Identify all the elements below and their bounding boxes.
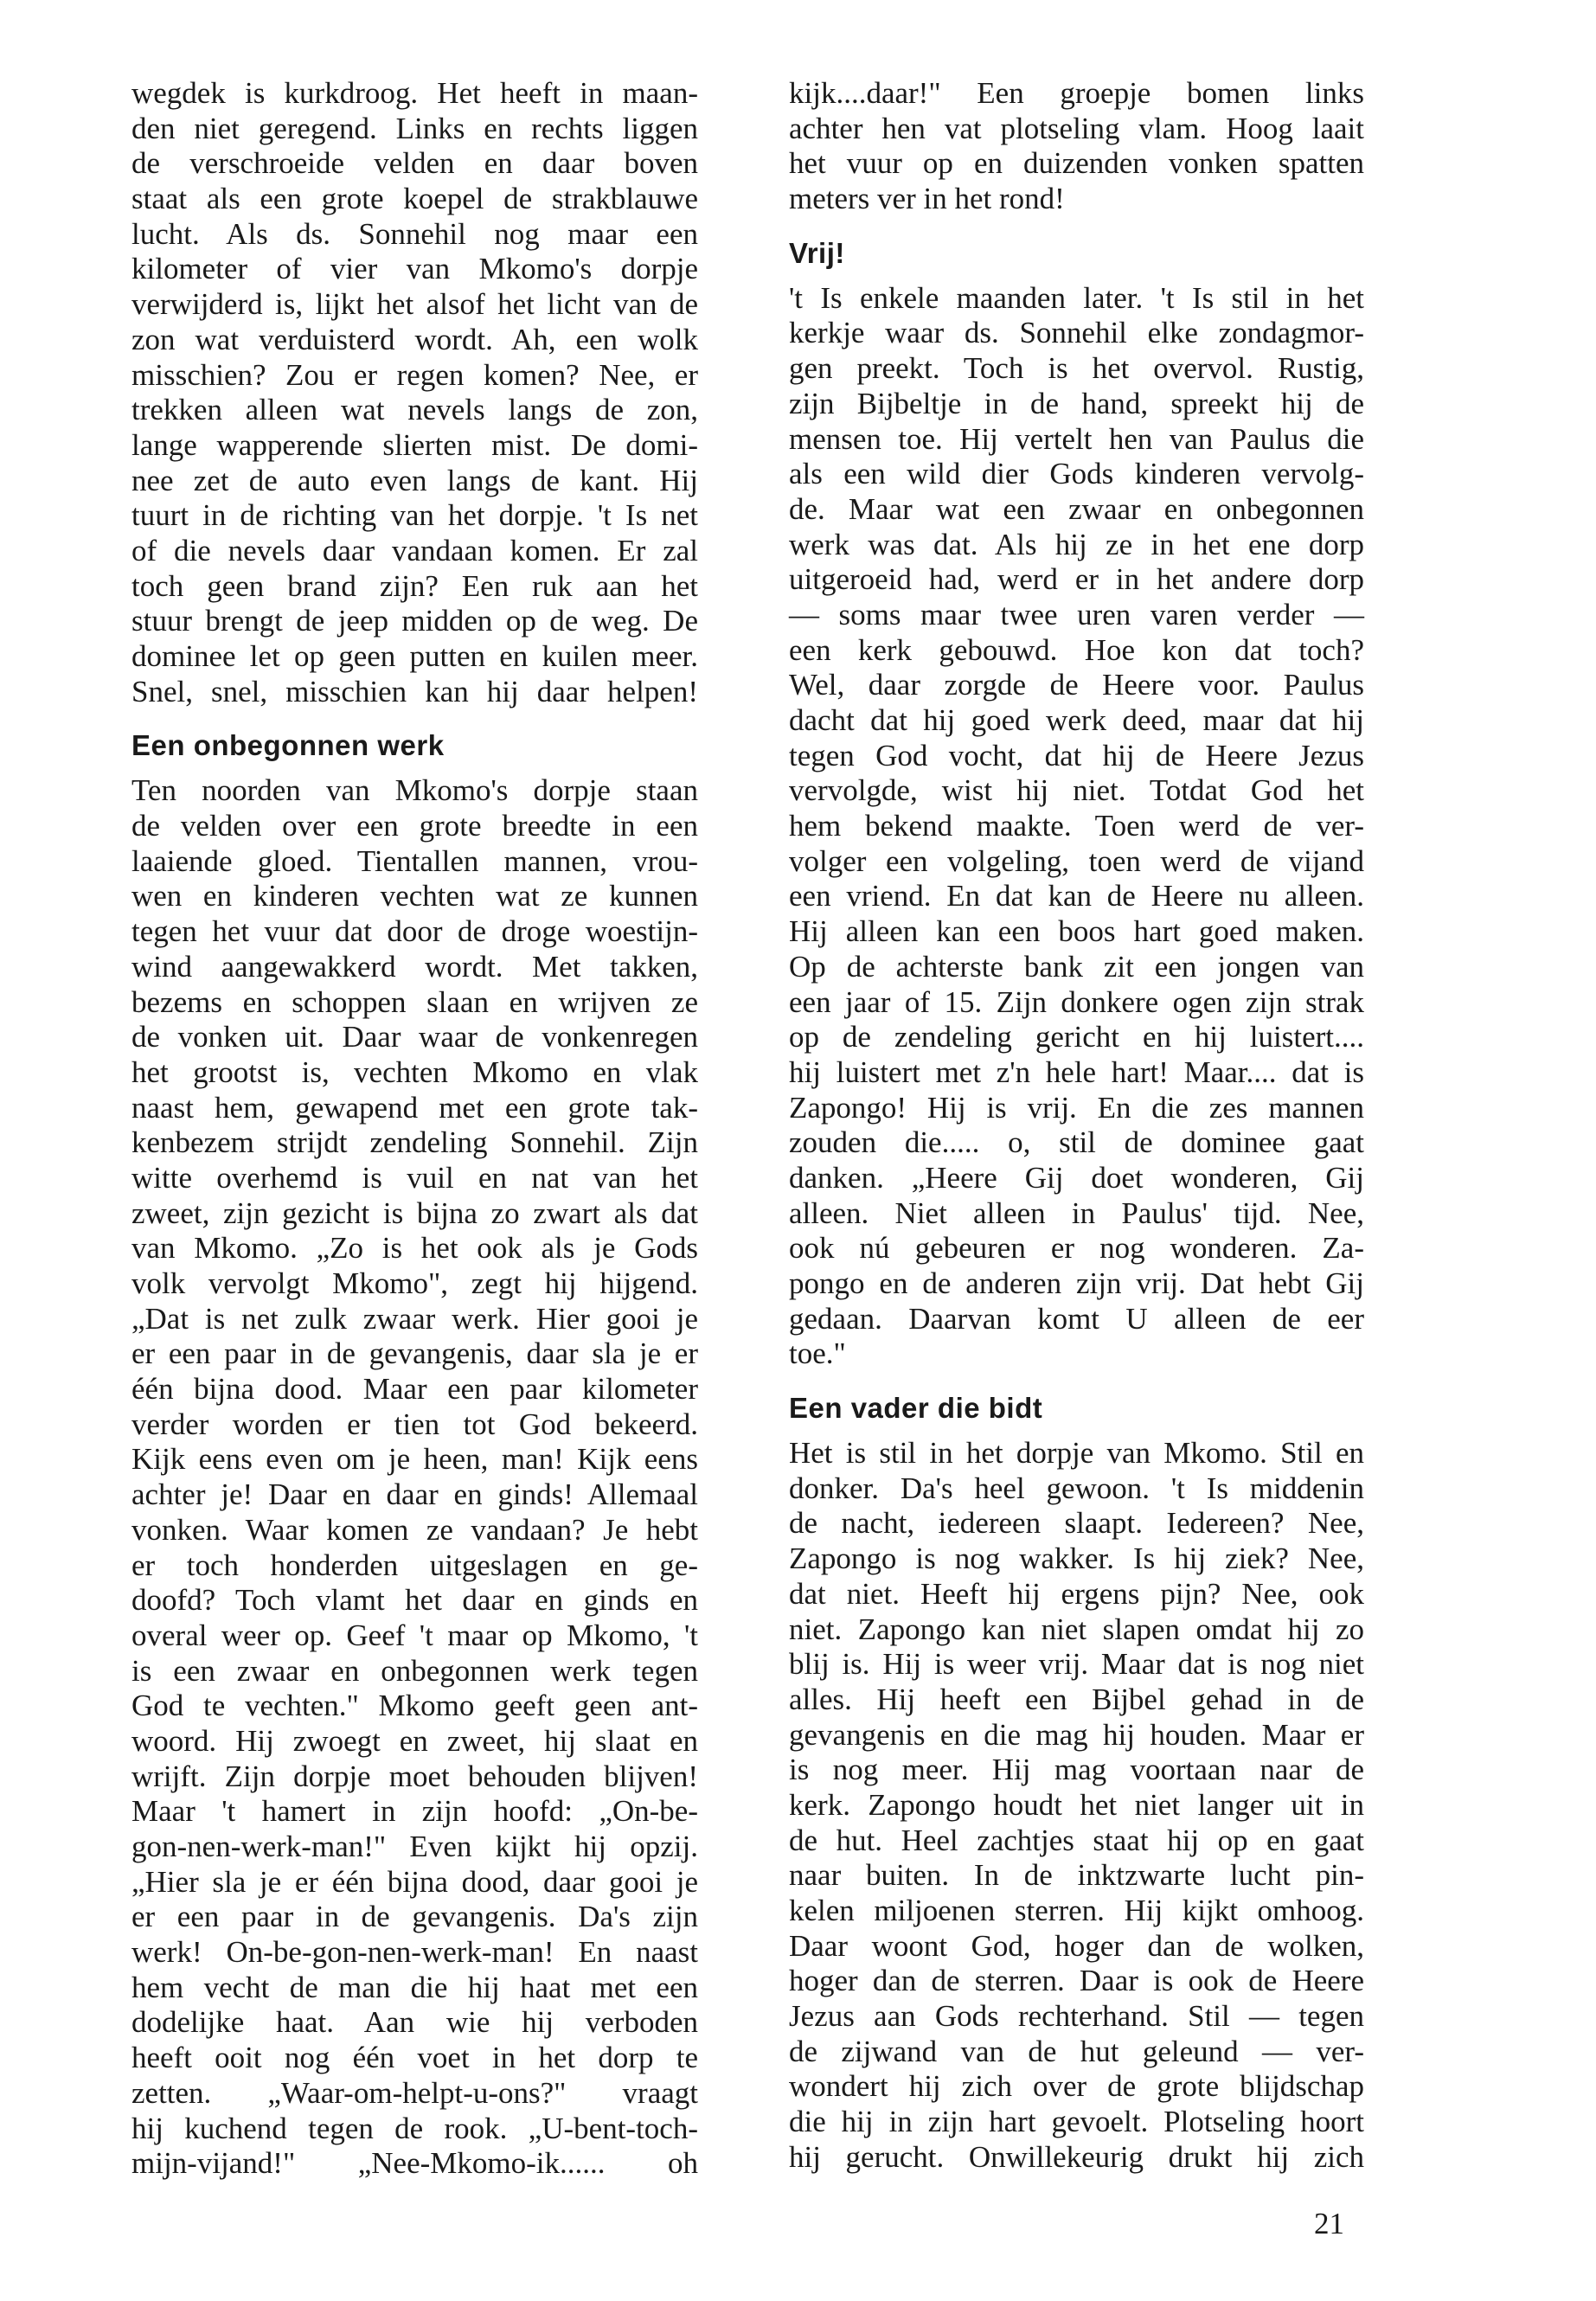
text-line: of die nevels daar vandaan komen. Er zal [131,533,698,567]
text-line: uitgeroeid had, werd er in het andere dorp [789,562,1364,597]
text-line: gon-nen-werk-man!" Even kijkt hij opzij. [131,1830,698,1863]
text-line: tegen het vuur dat door de droge woestijn- [131,914,698,949]
text-line: hem bekend maakte. Toen werd de ver- [789,809,1364,843]
text-line: bezems en schoppen slaan en wrijven ze [131,984,698,1019]
text-line: hij luistert met z'n hele hart! Maar.... dat is [789,1054,1364,1089]
text-line: blij is. Hij is weer vrij. Maar dat is nog niet [789,1647,1364,1682]
text-line: laaiende gloed. Tientallen mannen, vrou- [131,843,698,878]
text-line: wrijft. Zijn dorpje moet behouden blijven! [131,1759,698,1793]
text-line: de nacht, iedereen slaapt. Iedereen? Nee, [789,1506,1364,1541]
text-line: gen preekt. Toch is het overvol. Rustig, [789,351,1364,386]
text-line: den niet geregend. Links en rechts liggen [131,111,698,145]
text-line: mensen toe. Hij vertelt hen van Paulus die [789,421,1364,456]
text-line: hem vecht de man die hij haat met een [131,1970,698,2004]
text-line: is nog meer. Hij mag voortaan naar de [789,1753,1364,1787]
text-line: Hij alleen kan een boos hart goed maken. [789,914,1364,949]
text-line: de. Maar wat een zwaar en onbegonnen [789,491,1364,526]
left-section-paragraph [131,773,698,2182]
text-line: staat als een grote koepel de strakblauwe [131,182,698,216]
text-line: volger een volgeling, toen werd de vijand [789,843,1364,878]
text-line: trekken alleen wat nevels langs de zon, [131,393,698,427]
text-line: toe." [789,1336,846,1371]
text-line: zetten. „Waar-om-helpt-u-ons?" vraagt [131,2075,698,2110]
text-line: zon wat verduisterd wordt. Ah, een wolk [131,322,698,356]
text-line: vonken. Waar komen ze vandaan? Je hebt [131,1512,698,1547]
text-line: Daar woont God, hoger dan de wolken, [789,1928,1364,1963]
text-line: stuur brengt de jeep midden op de weg. De [131,604,698,638]
text-line: dat niet. Heeft hij ergens pijn? Nee, ook [789,1576,1364,1611]
text-line: heeft ooit nog één voet in het dorp te [131,2041,698,2075]
right-section-1-paragraph [789,281,1364,1372]
left-intro-paragraph [131,76,698,709]
text-line: misschien? Zou er regen komen? Nee, er [131,357,698,392]
text-line: kerkje waar ds. Sonnehil elke zondagmor- [789,316,1364,350]
text-line: een vriend. En dat kan de Heere nu alleen. [789,879,1364,913]
text-line: Op de achterste bank zit een jongen van [789,949,1364,984]
text-line: naar buiten. In de inktzwarte lucht pin- [789,1858,1364,1893]
text-line: 't Is enkele maanden later. 't Is stil in het [789,280,1364,315]
text-line: „Hier sla je er één bijna dood, daar gooi je [131,1864,698,1899]
text-line: wen en kinderen vechten wat ze kunnen [131,879,698,913]
text-line: — soms maar twee uren varen verder — [789,597,1364,631]
text-line: als een wild dier Gods kinderen vervolg- [789,457,1364,491]
text-line: gedaan. Daarvan komt U alleen de eer [789,1301,1364,1336]
text-line: meters ver in het rond! [789,182,1065,216]
text-line: die hij in zijn hart gevoelt. Plotseling hoort [789,2105,1364,2139]
text-line: Zapongo is nog wakker. Is hij ziek? Nee, [789,1541,1364,1576]
text-line: het grootst is, vechten Mkomo en vlak [131,1054,698,1089]
text-line: God te vechten." Mkomo geeft geen ant- [131,1689,698,1723]
text-line: Zapongo! Hij is vrij. En die zes mannen [789,1090,1364,1125]
text-line: dodelijke haat. Aan wie hij verboden [131,2005,698,2040]
text-line: toch geen brand zijn? Een ruk aan het [131,568,698,603]
text-line: ook nú gebeuren er nog wonderen. Za- [789,1231,1364,1266]
text-line: er toch honderden uitgeslagen en ge- [131,1548,698,1582]
text-line: een kerk gebouwd. Hoe kon dat toch? [789,632,1364,667]
text-line: kenbezem strijdt zendeling Sonnehil. Zijn [131,1125,698,1160]
text-line: op de zendeling gericht en hij luistert.... [789,1020,1364,1054]
text-line: hoger dan de sterren. Daar is ook de Heere [789,1964,1364,1998]
text-line: zijn Bijbeltje in de hand, spreekt hij de [789,386,1364,420]
text-line: er een paar in de gevangenis, daar sla je er [131,1336,698,1371]
text-line: woord. Hij zwoegt en zweet, hij slaat en [131,1723,698,1758]
text-line: wegdek is kurkdroog. Het heeft in maan- [131,76,698,110]
text-line: de verschroeide velden en daar boven [131,146,698,181]
text-line: Ten noorden van Mkomo's dorpje staan [131,773,698,808]
right-section-2-paragraph [789,1436,1364,2175]
text-line: wind aangewakkerd wordt. Met takken, [131,949,698,984]
text-line: de hut. Heel zachtjes staat hij op en gaat [789,1823,1364,1857]
text-line: achter hen vat plotseling vlam. Hoog laait [789,111,1364,145]
text-line: de zijwand van de hut geleund — ver- [789,2034,1364,2068]
text-line: mijn-vijand!" „Nee-Mkomo-ik...... oh [131,2146,698,2181]
text-line: van Mkomo. „Zo is het ook als je Gods [131,1231,698,1266]
text-line: tuurt in de richting van het dorpje. 't Is net [131,498,698,533]
text-line: lange wapperende slierten mist. De domi- [131,427,698,462]
right-column [789,76,1364,2176]
text-line: Het is stil in het dorpje van Mkomo. Stil en [789,1436,1364,1471]
text-line: pongo en de anderen zijn vrij. Dat hebt Gij [789,1266,1364,1300]
text-line: Maar 't hamert in zijn hoofd: „On-be- [131,1794,698,1829]
text-line: „Dat is net zulk zwaar werk. Hier gooi je [131,1301,698,1336]
text-line: Snel, snel, misschien kan hij daar helpen! [131,674,698,708]
text-line: tegen God vocht, dat hij de Heere Jezus [789,738,1364,772]
text-line: werk was dat. Als hij ze in het ene dorp [789,527,1364,561]
text-line: zweet, zijn gezicht is bijna zo zwart als dat [131,1195,698,1230]
page-number: 21 [1314,2207,1344,2240]
text-line: is een zwaar en onbegonnen werk tegen [131,1653,698,1688]
left-column [131,76,698,2182]
text-line: Wel, daar zorgde de Heere voor. Paulus [789,668,1364,702]
text-line: werk! On-be-gon-nen-werk-man! En naast [131,1935,698,1970]
text-line: overal weer op. Geef 't maar op Mkomo, 't [131,1618,698,1652]
text-line: gevangenis en die mag hij houden. Maar er [789,1717,1364,1752]
text-line: doofd? Toch vlamt het daar en ginds en [131,1583,698,1618]
text-line: er een paar in de gevangenis. Da's zijn [131,1900,698,1934]
text-line: Kijk eens even om je heen, man! Kijk eens [131,1442,698,1477]
text-line: kilometer of vier van Mkomo's dorpje [131,252,698,286]
text-line: donker. Da's heel gewoon. 't Is middenin [789,1471,1364,1505]
text-line: vervolgde, wist hij niet. Totdat God het [789,773,1364,808]
text-line: wondert hij zich over de grote blijdschap [789,2069,1364,2104]
text-line: kerk. Zapongo houdt het niet langer uit in [789,1787,1364,1822]
text-line: nee zet de auto even langs de kant. Hij [131,463,698,497]
text-line: hij gerucht. Onwillekeurig drukt hij zich [789,2139,1364,2174]
text-line: danken. „Heere Gij doet wonderen, Gij [789,1160,1364,1195]
section-heading-vrij: Vrij! [789,236,845,269]
right-intro-paragraph [789,76,1364,217]
text-line: achter je! Daar en daar en ginds! Allemaal [131,1477,698,1512]
text-line: lucht. Als ds. Sonnehil nog maar een [131,216,698,251]
text-line: verder worden er tien tot God bekeerd. [131,1407,698,1441]
text-line: alleen. Niet alleen in Paulus' tijd. Nee, [789,1195,1364,1230]
text-line: één bijna dood. Maar een paar kilometer [131,1372,698,1407]
text-line: het vuur op en duizenden vonken spatten [789,146,1364,181]
text-line: zouden die..... o, stil de dominee gaat [789,1125,1364,1160]
text-line: de velden over een grote breedte in een [131,809,698,843]
text-line: hij kuchend tegen de rook. „U-bent-toch- [131,2111,698,2145]
text-line: verwijderd is, lijkt het alsof het licht van de [131,287,698,322]
text-line: alles. Hij heeft een Bijbel gehad in de [789,1682,1364,1716]
text-line: dominee let op geen putten en kuilen meer. [131,639,698,673]
text-line: kijk....daar!" Een groepje bomen links [789,76,1364,110]
section-heading-vader-die-bidt: Een vader die bidt [789,1392,1043,1425]
text-line: de vonken uit. Daar waar de vonkenregen [131,1020,698,1054]
text-line: Jezus aan Gods rechterhand. Stil — tegen [789,1999,1364,2034]
text-line: naast hem, gewapend met een grote tak- [131,1090,698,1125]
text-line: een jaar of 15. Zijn donkere ogen zijn strak [789,984,1364,1019]
section-heading-onbegonnen-werk: Een onbegonnen werk [131,729,445,762]
text-line: volk vervolgt Mkomo", zegt hij hijgend. [131,1266,698,1300]
text-line: dacht dat hij goed werk deed, maar dat hij [789,703,1364,737]
text-line: witte overhemd is vuil en nat van het [131,1160,698,1195]
text-line: niet. Zapongo kan niet slapen omdat hij zo [789,1612,1364,1646]
text-line: kelen miljoenen sterren. Hij kijkt omhoog. [789,1894,1364,1927]
